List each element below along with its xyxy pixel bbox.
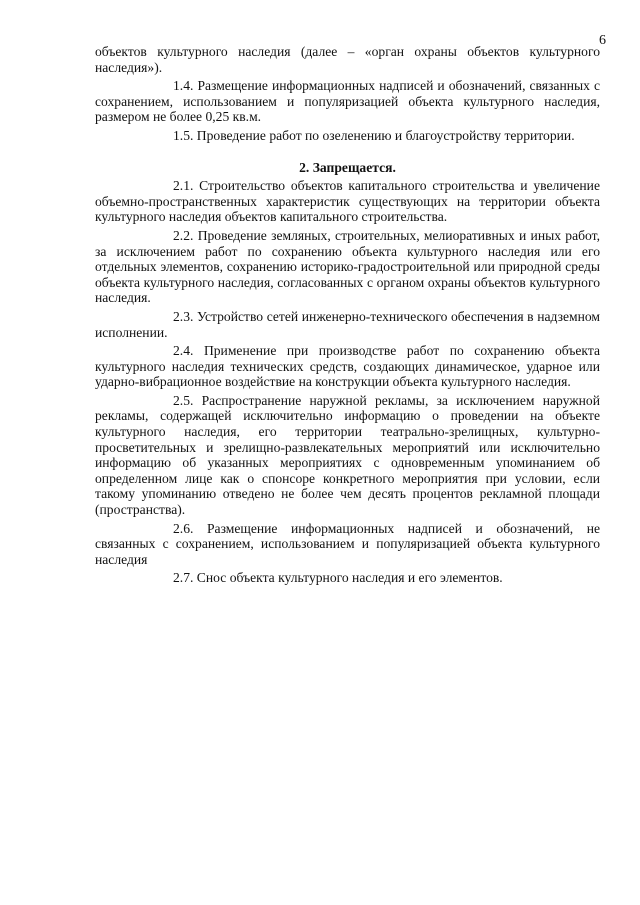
paragraph-number: 1.4. xyxy=(173,78,194,94)
paragraph-text: объектов культурного наследия (далее – «орган охраны объектов культурного наследия»). xyxy=(95,44,600,75)
paragraph-text: Устройство сетей инженерно-технического обеспечения в надземном исполнении. xyxy=(95,308,600,340)
paragraph-continuation xyxy=(95,44,600,75)
paragraph-1-5 xyxy=(95,128,600,144)
paragraph-2-5 xyxy=(95,393,600,518)
page-number: 6 xyxy=(599,33,606,48)
paragraph-number: 2.5. xyxy=(173,392,194,408)
paragraph-number: 2.2. xyxy=(173,227,194,243)
paragraph-number: 2.7. xyxy=(173,570,194,586)
paragraph-number: 2.6. xyxy=(173,520,194,536)
paragraph-2-3 xyxy=(95,309,600,340)
paragraph-text: Строительство объектов капитального строительства и увеличение объемно-пространственных характеристик существующих на территории объекта культурного наследия объектов капитального строительства. xyxy=(95,178,600,225)
paragraph-text: Применение при производстве работ по сохранению объекта культурного наследия технических средств, создающих динамическое, ударное или ударно-вибрационное воздействие на конструкции объекта культурного наследия. xyxy=(95,343,600,390)
section-heading: 2. Запрещается. xyxy=(299,159,396,175)
paragraph-text: Снос объекта культурного наследия и его элементов. xyxy=(196,570,503,586)
paragraph-1-4 xyxy=(95,78,600,125)
paragraph-text: Проведение земляных, строительных, мелиоративных и иных работ, за исключением работ по сохранению объекта культурного наследия или его отдельных элементов, сохранению историко-градостроительной или природной среды объекта культурного наследия, согласованных с органом охраны объектов культурного наследия. xyxy=(95,227,600,306)
paragraph-2-6 xyxy=(95,521,600,568)
paragraph-number: 2.1. xyxy=(173,178,194,194)
paragraph-2-1 xyxy=(95,178,600,225)
paragraph-text: Размещение информационных надписей и обозначений, не связанных с сохранением, использованием и популяризацией объекта культурного наследия xyxy=(95,520,601,567)
paragraph-2-4 xyxy=(95,343,600,390)
paragraph-text: Размещение информационных надписей и обозначений, связанных с сохранением, использованием и популяризацией объекта культурного наследия, размером не более 0,25 кв.м. xyxy=(95,78,600,125)
paragraph-2-7 xyxy=(95,570,600,586)
paragraph-text: Проведение работ по озеленению и благоустройству территории. xyxy=(196,127,575,143)
paragraph-text: Распространение наружной рекламы, за исключением наружной рекламы, содержащей исключительно информацию о проведении на объекте культурного наследия, его территории театрально-зрелищных, культурно-просветительных и зрелищно-развлекательных мероприятий или исключительно информацию об указанных мероприятиях с одновременным упоминанием об определенном лице как о спонсоре конкретного мероприятия при условии, если такому упоминанию отведено не более чем десять процентов рекламной площади (пространства). xyxy=(95,392,600,518)
paragraph-number: 2.4. xyxy=(173,343,194,359)
paragraph-number: 1.5. xyxy=(173,127,194,143)
paragraph-number: 2.3. xyxy=(173,308,194,324)
paragraph-2-2 xyxy=(95,228,600,306)
